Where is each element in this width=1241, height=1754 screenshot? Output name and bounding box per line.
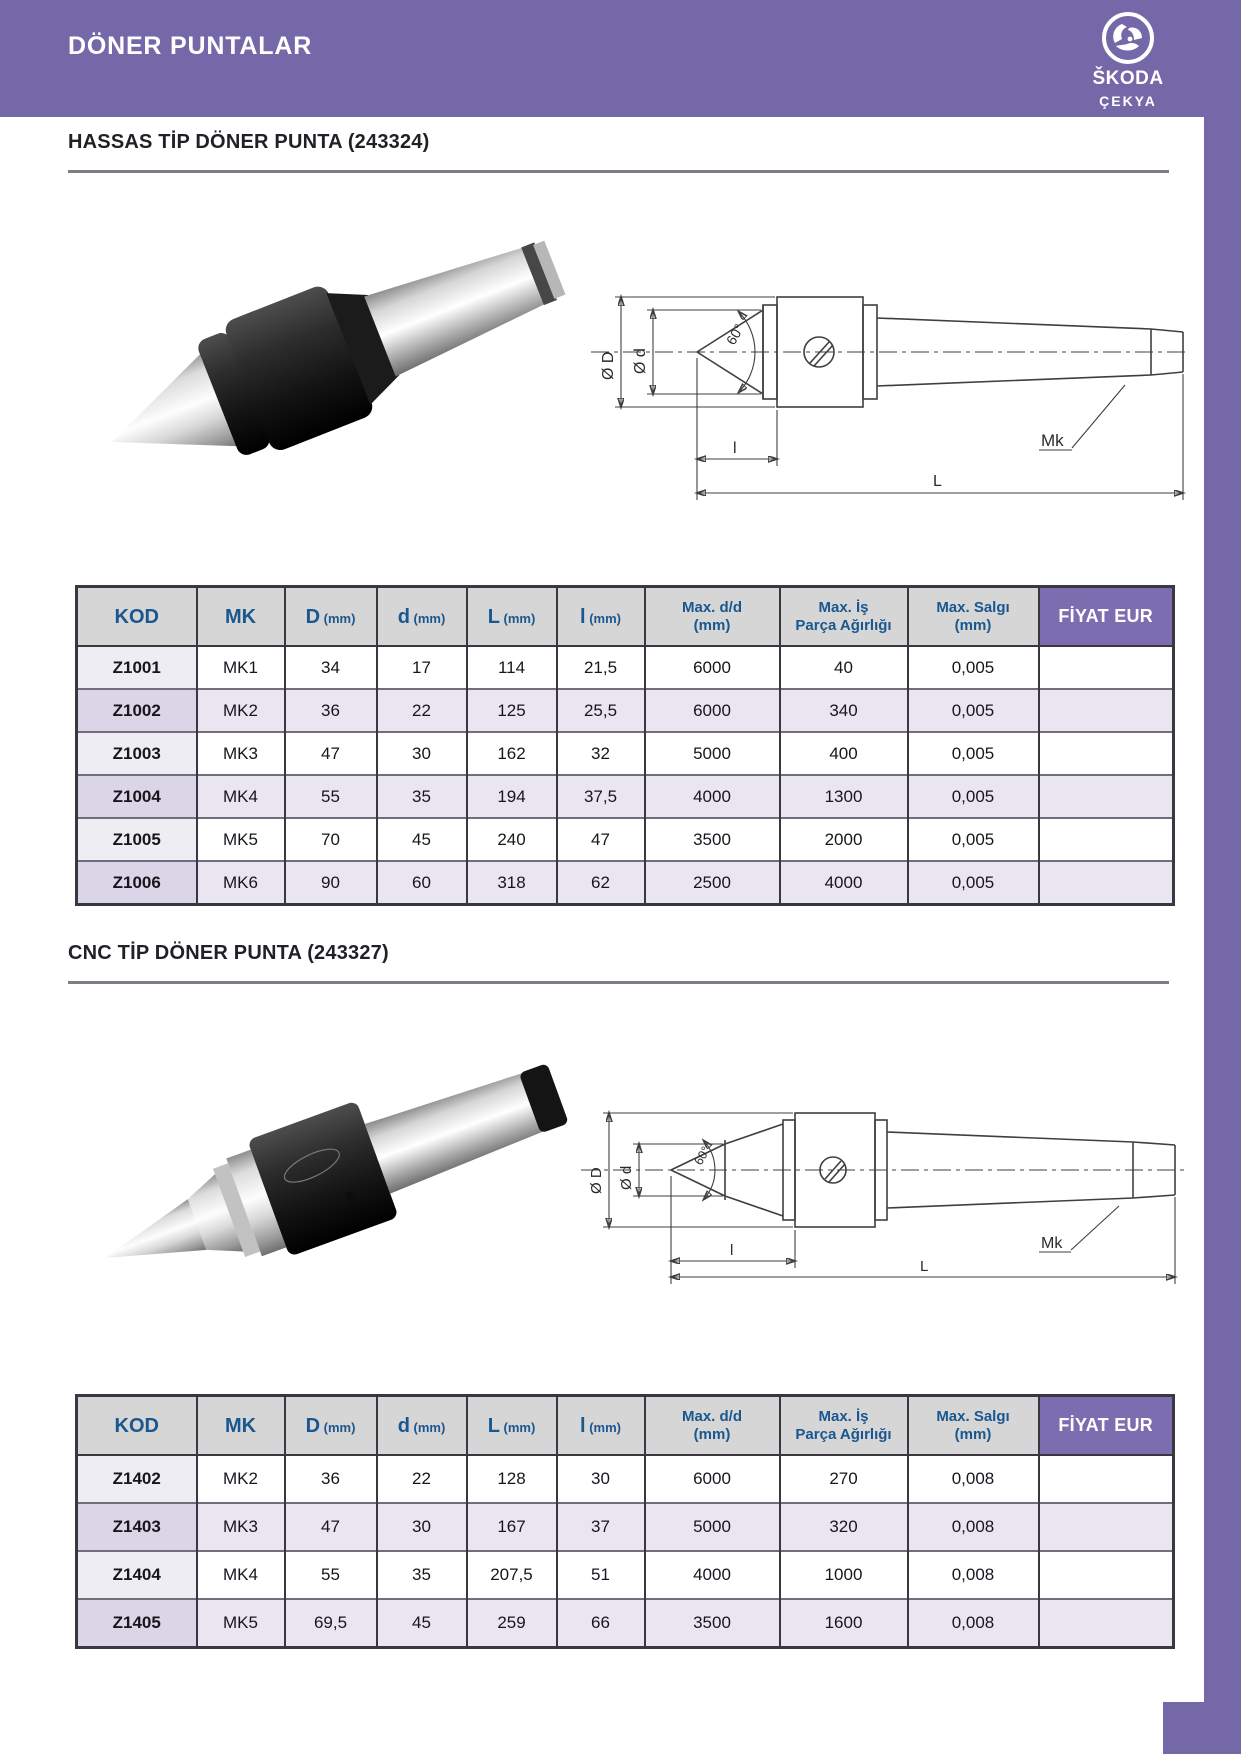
page-title: DÖNER PUNTALAR <box>68 32 313 60</box>
cell: 37,5 <box>557 775 645 818</box>
cell: 0,005 <box>908 818 1039 861</box>
cell-kod: Z1403 <box>77 1503 197 1551</box>
cell: 114 <box>467 646 557 689</box>
cell-kod: Z1006 <box>77 861 197 905</box>
header-bar <box>0 0 1241 117</box>
corner-block <box>1163 1702 1241 1754</box>
cell: 55 <box>285 1551 377 1599</box>
spec-table-cnc <box>75 1394 1175 1649</box>
cell: MK4 <box>197 775 285 818</box>
cell: 17 <box>377 646 467 689</box>
table-row <box>77 1551 1174 1599</box>
cell: 259 <box>467 1599 557 1648</box>
cell: 0,008 <box>908 1551 1039 1599</box>
cell: 40 <box>780 646 908 689</box>
column-header-d_mm: d (mm) <box>377 1396 467 1456</box>
column-header-kod: KOD <box>77 1396 197 1456</box>
cell: 90 <box>285 861 377 905</box>
column-header-fiyat: FİYAT EUR <box>1039 1396 1174 1456</box>
cell: 30 <box>557 1455 645 1503</box>
dim-label-inner-diameter: Ø d <box>618 1165 635 1190</box>
table-row <box>77 1455 1174 1503</box>
cell: 69,5 <box>285 1599 377 1648</box>
cell: MK3 <box>197 1503 285 1551</box>
cell: MK4 <box>197 1551 285 1599</box>
cell: 36 <box>285 1455 377 1503</box>
technical-drawing-cnc <box>575 1072 1197 1297</box>
cell: 0,005 <box>908 646 1039 689</box>
cell: 34 <box>285 646 377 689</box>
table-row <box>77 732 1174 775</box>
cell-kod: Z1402 <box>77 1455 197 1503</box>
brand-name: ŠKODA <box>1092 68 1164 89</box>
cell: 3500 <box>645 818 780 861</box>
cell: 60 <box>377 861 467 905</box>
cell: 47 <box>557 818 645 861</box>
cell: MK5 <box>197 818 285 861</box>
side-strip <box>1204 0 1241 1702</box>
cell: 37 <box>557 1503 645 1551</box>
cell: MK2 <box>197 689 285 732</box>
cell: 4000 <box>780 861 908 905</box>
cell: 207,5 <box>467 1551 557 1599</box>
table-header-row <box>77 1396 1174 1456</box>
spec-table-hassas <box>75 585 1175 906</box>
column-header-L_mm: L (mm) <box>467 587 557 647</box>
dim-label-total-length: L <box>933 473 942 490</box>
cell: 4000 <box>645 775 780 818</box>
cell: 0,005 <box>908 775 1039 818</box>
cell: 30 <box>377 732 467 775</box>
column-header-max_salgi: Max. Salgı (mm) <box>908 1396 1039 1456</box>
cell: 62 <box>557 861 645 905</box>
dim-label-outer-diameter: Ø D <box>588 1167 605 1194</box>
cell <box>1039 861 1174 905</box>
section-heading-cnc: CNC TİP DÖNER PUNTA (243327) <box>68 942 389 964</box>
cell: 0,008 <box>908 1599 1039 1648</box>
cell: 240 <box>467 818 557 861</box>
section-heading-hassas: HASSAS TİP DÖNER PUNTA (243324) <box>68 131 430 153</box>
column-header-mk: MK <box>197 587 285 647</box>
cell: 0,008 <box>908 1455 1039 1503</box>
cell <box>1039 689 1174 732</box>
table-row <box>77 646 1174 689</box>
table-row <box>77 818 1174 861</box>
cell: 400 <box>780 732 908 775</box>
cell: 125 <box>467 689 557 732</box>
cell: 128 <box>467 1455 557 1503</box>
dim-label-point-length: l <box>730 1242 734 1259</box>
cell: 30 <box>377 1503 467 1551</box>
cell: 35 <box>377 775 467 818</box>
cell: 1000 <box>780 1551 908 1599</box>
cell-kod: Z1404 <box>77 1551 197 1599</box>
cell: 5000 <box>645 732 780 775</box>
table-row <box>77 1599 1174 1648</box>
cell-kod: Z1405 <box>77 1599 197 1648</box>
cell: 167 <box>467 1503 557 1551</box>
cell: 22 <box>377 1455 467 1503</box>
cell: 35 <box>377 1551 467 1599</box>
dim-label-angle: 60° <box>691 1144 714 1168</box>
cell: MK1 <box>197 646 285 689</box>
cell <box>1039 1503 1174 1551</box>
cell: 194 <box>467 775 557 818</box>
column-header-D_mm: D (mm) <box>285 1396 377 1456</box>
dim-label-outer-diameter: Ø D <box>600 351 617 380</box>
cell: 55 <box>285 775 377 818</box>
cell-kod: Z1001 <box>77 646 197 689</box>
cell <box>1039 732 1174 775</box>
skoda-logo-icon <box>1100 10 1156 66</box>
column-header-max_dd: Max. d/d (mm) <box>645 1396 780 1456</box>
product-photo-hassas <box>90 190 570 475</box>
brand-country: ÇEKYA <box>1099 93 1157 109</box>
table-row <box>77 861 1174 905</box>
cell: 318 <box>467 861 557 905</box>
cell <box>1039 775 1174 818</box>
dim-label-total-length: L <box>920 1258 929 1275</box>
cell: 0,008 <box>908 1503 1039 1551</box>
cell: MK2 <box>197 1455 285 1503</box>
dim-label-point-length: l <box>733 440 737 457</box>
heading-rule <box>68 170 1169 173</box>
cell: 340 <box>780 689 908 732</box>
cell: 162 <box>467 732 557 775</box>
cell <box>1039 1599 1174 1648</box>
cell: 5000 <box>645 1503 780 1551</box>
table-row <box>77 1503 1174 1551</box>
brand-block <box>1086 10 1170 109</box>
table-row <box>77 775 1174 818</box>
cell: 22 <box>377 689 467 732</box>
cell: 25,5 <box>557 689 645 732</box>
column-header-max_is: Max. İş Parça Ağırlığı <box>780 587 908 647</box>
dim-label-angle: 60° <box>722 321 748 348</box>
table-header-row <box>77 587 1174 647</box>
cell: 1600 <box>780 1599 908 1648</box>
column-header-max_salgi: Max. Salgı (mm) <box>908 587 1039 647</box>
column-header-mk: MK <box>197 1396 285 1456</box>
cell: 70 <box>285 818 377 861</box>
cell: 2000 <box>780 818 908 861</box>
cell: 36 <box>285 689 377 732</box>
cell: 270 <box>780 1455 908 1503</box>
cell: 0,005 <box>908 861 1039 905</box>
cell <box>1039 818 1174 861</box>
cell: 6000 <box>645 689 780 732</box>
dim-label-taper: Mk <box>1041 431 1064 450</box>
cell: 6000 <box>645 1455 780 1503</box>
column-header-fiyat: FİYAT EUR <box>1039 587 1174 647</box>
cell-kod: Z1004 <box>77 775 197 818</box>
cell: 1300 <box>780 775 908 818</box>
table-row <box>77 689 1174 732</box>
cell: 0,005 <box>908 689 1039 732</box>
cell <box>1039 1455 1174 1503</box>
cell-kod: Z1003 <box>77 732 197 775</box>
cell: 2500 <box>645 861 780 905</box>
cell: 0,005 <box>908 732 1039 775</box>
column-header-D_mm: D (mm) <box>285 587 377 647</box>
technical-drawing-hassas <box>585 222 1197 527</box>
column-header-max_is: Max. İş Parça Ağırlığı <box>780 1396 908 1456</box>
dim-label-taper: Mk <box>1041 1235 1063 1252</box>
cell: 45 <box>377 1599 467 1648</box>
cell <box>1039 646 1174 689</box>
cell: 47 <box>285 732 377 775</box>
cell: 45 <box>377 818 467 861</box>
cell: 32 <box>557 732 645 775</box>
cell: MK6 <box>197 861 285 905</box>
cell: MK3 <box>197 732 285 775</box>
dim-label-inner-diameter: Ø d <box>632 348 649 374</box>
cell: 66 <box>557 1599 645 1648</box>
column-header-l_mm: l (mm) <box>557 587 645 647</box>
column-header-L_mm: L (mm) <box>467 1396 557 1456</box>
cell: 51 <box>557 1551 645 1599</box>
heading-rule <box>68 981 1169 984</box>
cell: 21,5 <box>557 646 645 689</box>
cell: 6000 <box>645 646 780 689</box>
cell-kod: Z1002 <box>77 689 197 732</box>
column-header-d_mm: d (mm) <box>377 587 467 647</box>
cell: MK5 <box>197 1599 285 1648</box>
column-header-kod: KOD <box>77 587 197 647</box>
cell <box>1039 1551 1174 1599</box>
column-header-max_dd: Max. d/d (mm) <box>645 587 780 647</box>
cell: 3500 <box>645 1599 780 1648</box>
product-photo-cnc <box>85 1000 575 1300</box>
cell: 4000 <box>645 1551 780 1599</box>
cell-kod: Z1005 <box>77 818 197 861</box>
column-header-l_mm: l (mm) <box>557 1396 645 1456</box>
cell: 320 <box>780 1503 908 1551</box>
cell: 47 <box>285 1503 377 1551</box>
